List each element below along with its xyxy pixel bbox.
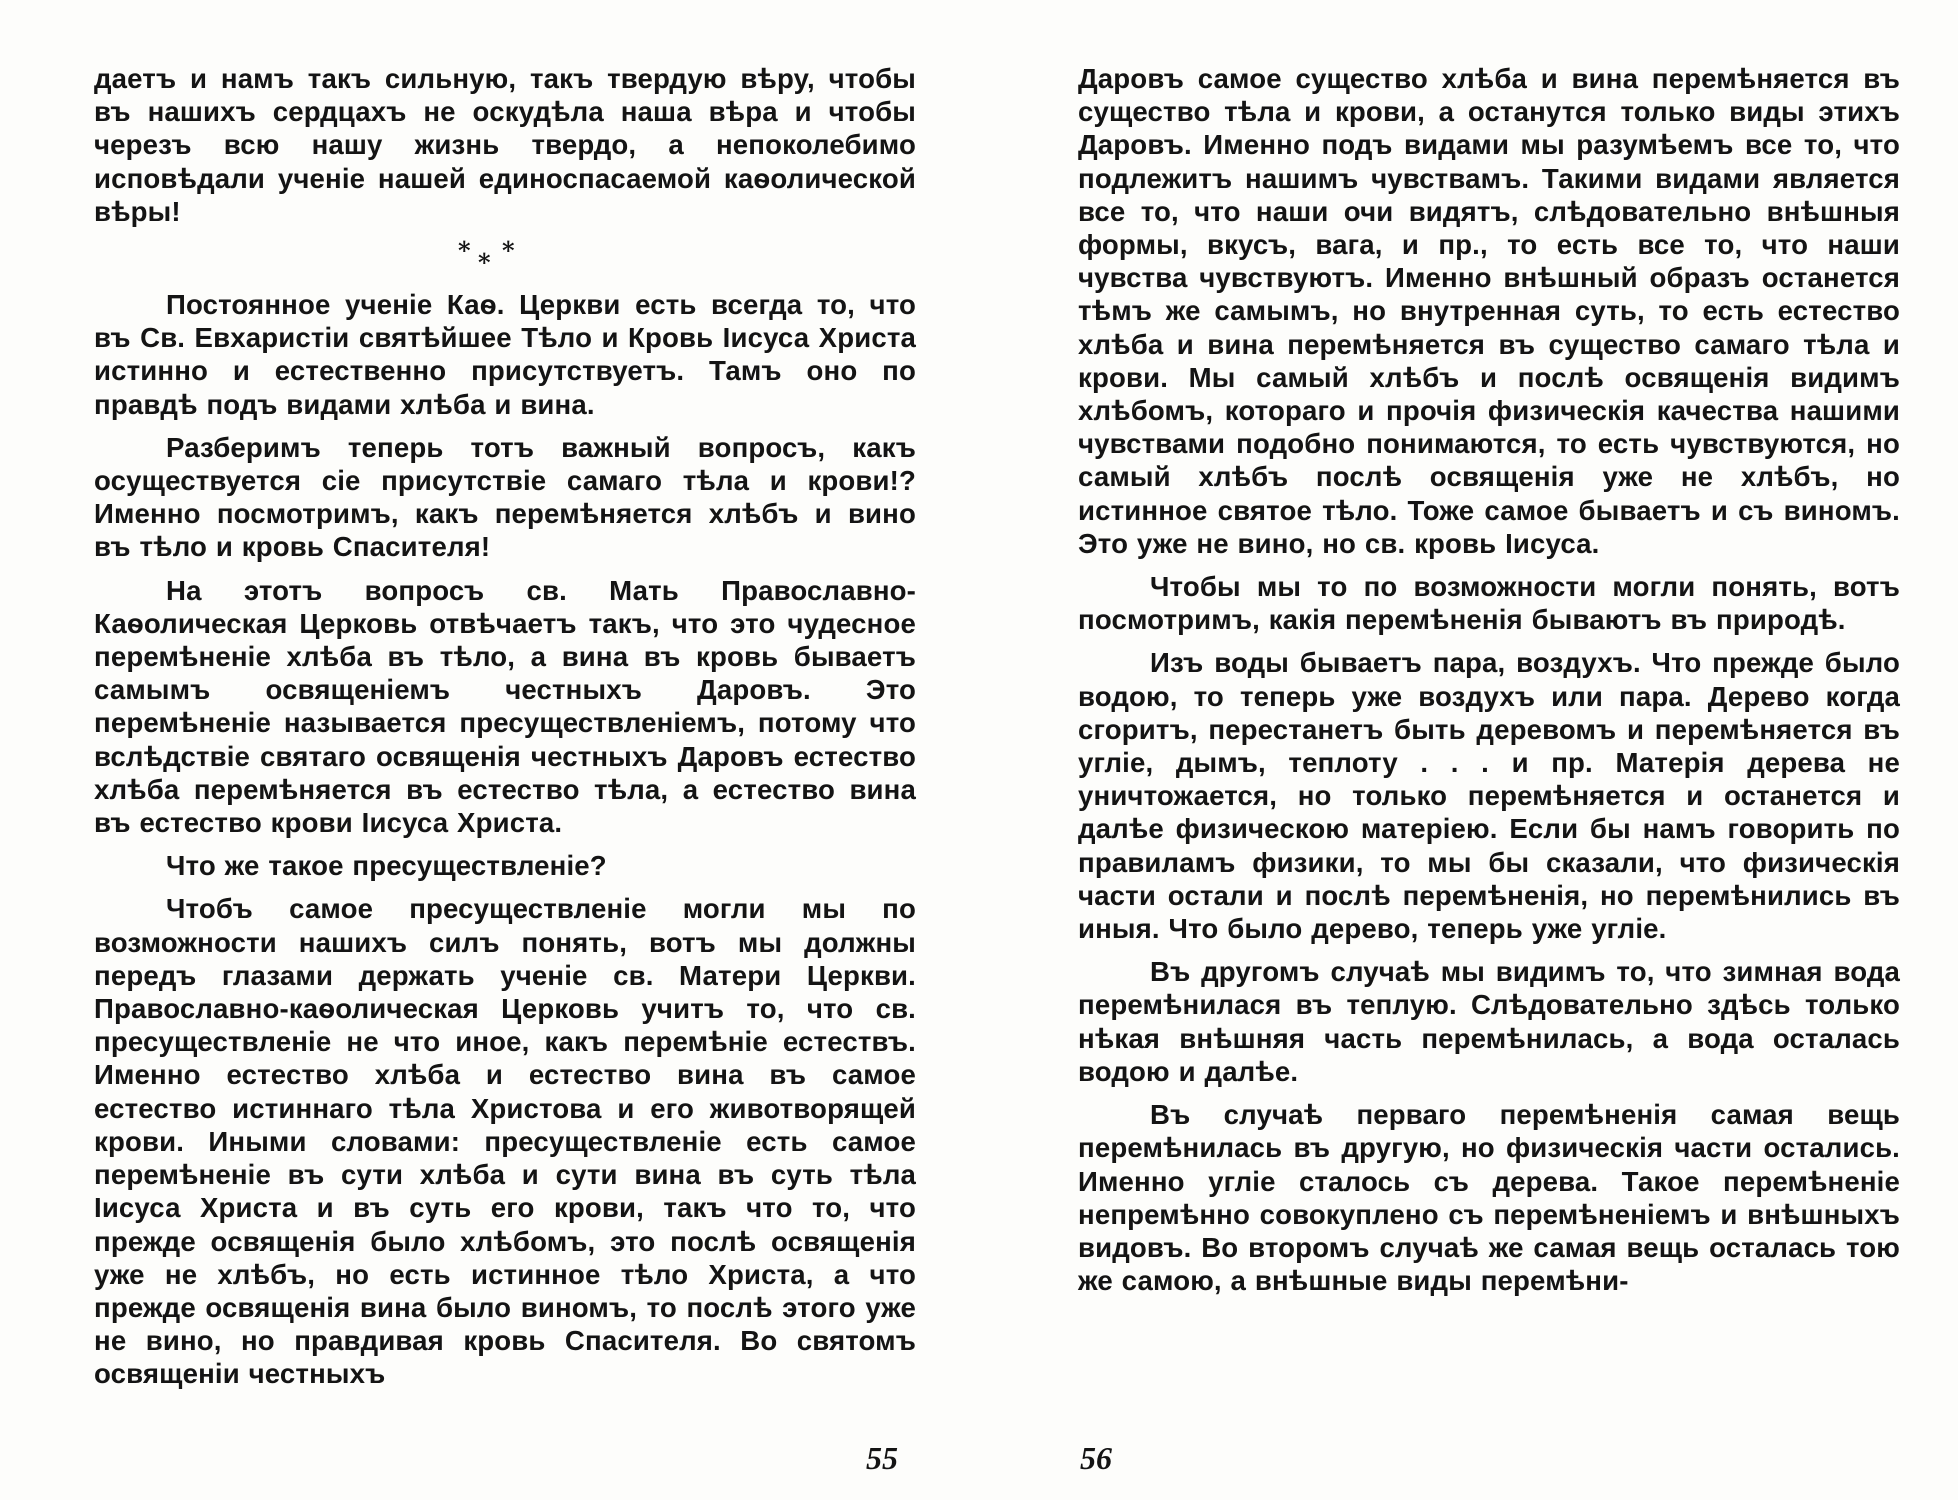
left-opening-paragraph: даетъ и намъ такъ сильную, такъ твердую вѣру, чтобы въ нашихъ сердцахъ не оскудѣла наша вѣра и чтобы черезъ всю нашу жизнь твердо, а непоколебимо исповѣдали ученіе нашей единоспасаемой каѳолической вѣры! <box>94 63 916 227</box>
right-page <box>1078 62 1900 1482</box>
section-separator <box>94 238 916 278</box>
page-number-left: 55 <box>866 1440 898 1476</box>
left-paragraph-1: Постоянное ученіе Каѳ. Церкви есть всегда то, что въ Св. Евхаристіи святѣйшее Тѣло и Кровь Іисуса Христа истинно и естественно присутствуетъ. Тамъ оно по правдѣ подъ видами хлѣба и вина. <box>94 289 916 420</box>
left-paragraph-2: Разберимъ теперь тотъ важный вопросъ, какъ осуществуется сіе присутствіе самаго тѣла и крови!? Именно посмотримъ, какъ перемѣняется хлѣбъ и вино въ тѣло и кровь Спасителя! <box>94 431 916 563</box>
left-paragraph-4: Что же такое пресуществленіе? <box>166 850 607 882</box>
right-paragraph-4: Въ случаѣ перваго перемѣненія самая вещь перемѣнилась въ другую, но физическія части остались. Именно угліе сталось съ дерева. Такое перемѣненіе непремѣнно совокуплено съ перемѣненіемъ и внѣшныхъ видовъ. Во второмъ случаѣ же самая вещь осталась тою же самою, а внѣшные виды перемѣни- <box>1078 1099 1900 1297</box>
separator-star: * <box>502 236 515 266</box>
right-paragraph-2: Изъ воды бываетъ пара, воздухъ. Что прежде было водою, то теперь уже воздухъ или пара. Дерево когда сгоритъ, перестанетъ быть деревомъ и перемѣняется въ угліе, дымъ, теплоту . . . и пр. Матерія дерева не уничтожается, но только перемѣняется и останется и далѣе физическою матеріею. Если бы намъ говорить по правиламъ физики, то мы бы сказали, что физическія части остали и послѣ перемѣненія, но перемѣнились въ иныя. Что было дерево, теперь уже угліе. <box>1078 647 1900 945</box>
right-opening-paragraph: Даровъ самое существо хлѣба и вина перемѣняется въ существо тѣла и крови, а останутся только виды этихъ Даровъ. Именно подъ видами мы разумѣемъ все то, что подлежитъ нашимъ чувствамъ. Такими видами является все то, что наши очи видятъ, слѣдовательно внѣшныя формы, вкусъ, вага, и пр., то есть все то, что наши чувства чувствуютъ. Именно внѣшный образъ останется тѣмъ же самымъ, но внутренная суть, то есть естество хлѣба и вина перемѣняется въ существо самаго тѣла и крови. Мы самый хлѣбъ и послѣ освященія видимъ хлѣбомъ, котораго и прочія физическія качества нашими чувствами подобно понимаются, то есть чувствуются, но самый хлѣбъ послѣ освященія уже не хлѣбъ, но истинное святое тѣло. Тоже самое бываетъ и съ виномъ. Это уже не вино, но св. кровь Іисуса. <box>1078 63 1900 559</box>
left-paragraph-3: На этотъ вопросъ св. Мать Православно-Каѳолическая Церковь отвѣчаетъ такъ, что это чудесное перемѣненіе хлѣба въ тѣло, а вина въ кровь бываетъ самымъ освященіемъ честныхъ Даровъ. Это перемѣненіе называется пресуществленіемъ, потому что вслѣдствіе святаго освященія честныхъ Даровъ естество хлѣба перемѣняется въ естество тѣла, а естество вина въ естество крови Іисуса Христа. <box>94 574 916 839</box>
right-paragraph-3: Въ другомъ случаѣ мы видимъ то, что зимная вода перемѣнилася въ теплую. Слѣдовательно здѣсь только нѣкая внѣшняя часть перемѣнилась, а вода осталась водою и далѣе. <box>1078 956 1900 1087</box>
separator-star: * <box>478 248 491 278</box>
right-paragraph-1: Чтобы мы то по возможности могли понять, вотъ посмотримъ, какія перемѣненія бываютъ въ природѣ. <box>1078 571 1900 636</box>
separator-star: * <box>458 236 471 266</box>
left-paragraph-5: Чтобъ самое пресуществленіе могли мы по возможности нашихъ силъ понять, вотъ мы должны передъ глазами держать ученіе св. Матери Церкви. Православно-каѳолическая Церковь учитъ то, что св. пресуществленіе не что иное, какъ перемѣніе естествъ. Именно естество хлѣба и естество вина въ самое естество истиннаго тѣла Христова и его животворящей крови. Иными словами: пресуществленіе есть самое перемѣненіе въ сути хлѣба и сути вина въ суть тѣла Іисуса Христа и въ суть его крови, такъ что то, что прежде освященія было хлѣбомъ, это послѣ освященія уже не хлѣбъ, но есть истинное тѣло Христа, а что прежде освященія вина было виномъ, то послѣ этого уже не вино, но правдивая кровь Спасителя. Во святомъ освященіи честныхъ <box>94 893 916 1390</box>
left-page <box>94 62 916 1482</box>
page-number-right: 56 <box>1080 1440 1112 1476</box>
